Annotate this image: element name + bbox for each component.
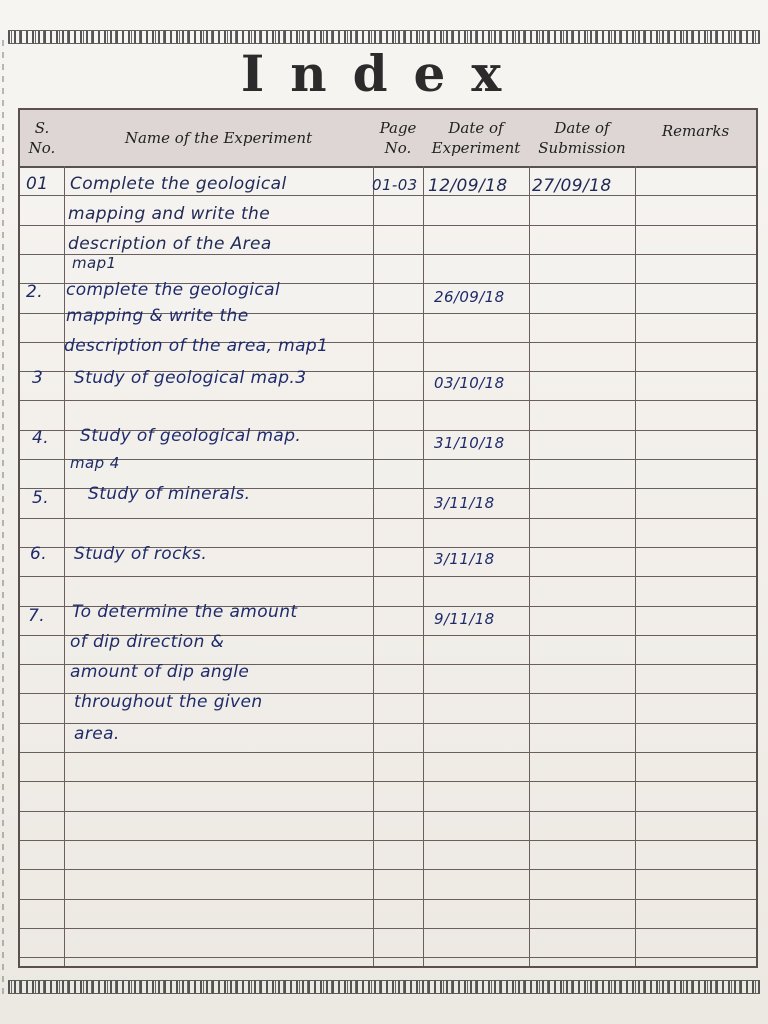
ruled-line: [20, 225, 756, 226]
index-table: [18, 108, 758, 968]
header-name: [64, 110, 374, 166]
entry-sno: 6.: [30, 544, 48, 564]
header-page-line2: No.: [384, 139, 412, 157]
entry-sno: 5.: [32, 488, 50, 508]
header-dos-line2: Submission: [538, 139, 626, 157]
entry-date-experiment: 31/10/18: [434, 434, 505, 452]
col-divider: [64, 166, 65, 966]
ruled-line: [20, 459, 756, 460]
header-sno-line2: No.: [28, 139, 56, 157]
ruled-line: [20, 752, 756, 753]
header-doe-line2: Experiment: [431, 139, 521, 157]
entry-date-experiment: 03/10/18: [434, 374, 505, 392]
header-remarks-label: Remarks: [661, 122, 730, 140]
header-divider: [20, 166, 756, 168]
ruled-line: [20, 400, 756, 401]
header-date-experiment: [423, 110, 530, 166]
ruled-line: [20, 869, 756, 870]
col-divider: [373, 166, 374, 966]
ruled-line: [20, 928, 756, 929]
entry-date-experiment: 3/11/18: [434, 494, 495, 512]
col-divider: [423, 166, 424, 966]
ruled-line: [20, 723, 756, 724]
entry-name-line: complete the geological: [66, 280, 281, 300]
entry-sno: 2.: [26, 282, 44, 302]
entry-name-line: of dip direction &: [70, 632, 225, 652]
header-sno: [20, 110, 65, 166]
entry-sno: 01: [26, 174, 49, 194]
decorative-border-top: [8, 30, 760, 44]
entry-sno: 4.: [32, 428, 50, 448]
entry-name-line: To determine the amount: [72, 602, 298, 622]
entry-sno: 3: [32, 368, 44, 388]
entry-name-line: Study of rocks.: [74, 544, 208, 564]
entry-name-line: map1: [72, 254, 117, 272]
entry-date-experiment: 26/09/18: [434, 288, 505, 306]
header-page: [373, 110, 424, 166]
entry-date-experiment: 3/11/18: [434, 550, 495, 568]
ruled-line: [20, 576, 756, 577]
entry-name-line: description of the area, map1: [64, 336, 329, 356]
header-remarks: [635, 110, 756, 166]
header-date-submission: [529, 110, 636, 166]
header-doe-line1: Date of: [448, 119, 504, 137]
decorative-border-bottom: [8, 980, 760, 994]
entry-name-line: Study of minerals.: [88, 484, 251, 504]
entry-date-experiment: 12/09/18: [428, 176, 508, 196]
entry-name-line: mapping and write the: [68, 204, 271, 224]
entry-name-line: Study of geological map.: [80, 426, 302, 446]
entry-name-line: description of the Area: [68, 234, 272, 254]
page-title: Index: [240, 44, 528, 103]
entry-date-experiment: 9/11/18: [434, 610, 495, 628]
ruled-line: [20, 899, 756, 900]
ruled-line: [20, 781, 756, 782]
entry-page: 01-03: [372, 176, 418, 194]
perforation-line: [2, 40, 4, 1000]
header-dos-line1: Date of: [554, 119, 610, 137]
ruled-line: [20, 811, 756, 812]
header-name-label: Name of the Experiment: [124, 129, 313, 147]
ruled-line: [20, 840, 756, 841]
ruled-line: [20, 254, 756, 255]
entry-name-line: area.: [74, 724, 120, 744]
entry-date-submission: 27/09/18: [532, 176, 612, 196]
entry-name-line: map 4: [70, 454, 120, 472]
entry-name-line: amount of dip angle: [70, 662, 250, 682]
entry-name-line: throughout the given: [74, 692, 263, 712]
col-divider: [529, 166, 530, 966]
entry-name-line: mapping & write the: [66, 306, 249, 326]
header-sno-line1: S.: [34, 119, 50, 137]
entry-sno: 7.: [28, 606, 46, 626]
header-page-line1: Page: [379, 119, 417, 137]
ruled-line: [20, 195, 756, 196]
col-divider: [635, 166, 636, 966]
ruled-line: [20, 518, 756, 519]
entry-name-line: Study of geological map.3: [74, 368, 307, 388]
entry-name-line: Complete the geological: [70, 174, 287, 194]
ruled-line: [20, 957, 756, 958]
